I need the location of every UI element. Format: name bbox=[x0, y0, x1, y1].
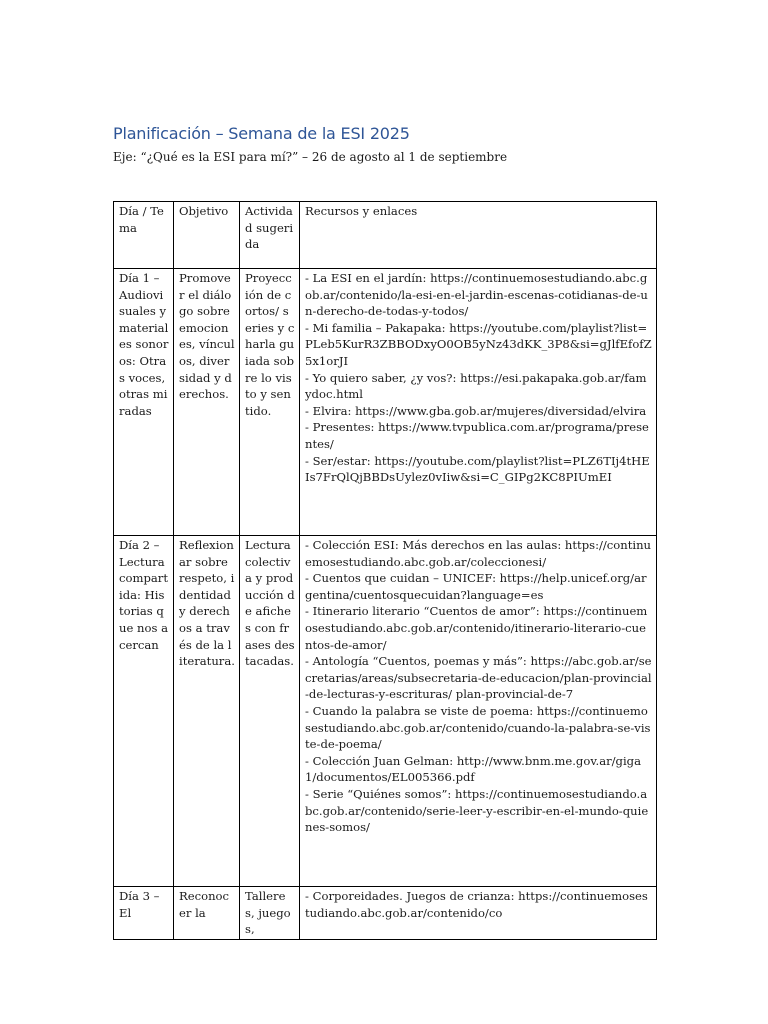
cell-objetivo: Reflexionar sobre respeto, identidad y derechos a través de la literatura. bbox=[174, 536, 240, 887]
resource-link[interactable]: - Elvira: https://www.gba.gob.ar/mujeres/diversidad/elvira bbox=[305, 403, 647, 418]
table-row bbox=[114, 887, 657, 940]
header-objetivo: Objetivo bbox=[174, 202, 240, 269]
cell-objetivo: Reconocer la bbox=[174, 887, 240, 940]
cell-actividad: Lectura colectiva y producción de afiches con frases destacadas. bbox=[240, 536, 300, 887]
cell-dia: Día 3 – El bbox=[114, 887, 174, 940]
resource-link[interactable]: - Mi familia – Pakapaka: https://youtube.com/playlist?list=PLeb5KurR3ZBBODxyO0OB5yNz43dKK_3P8&si=gJlfEfofZ5x1orJI bbox=[305, 320, 652, 368]
cell-recursos bbox=[300, 269, 657, 536]
resource-link[interactable]: - Cuentos que cuidan – UNICEF: https://help.unicef.org/argentina/cuentosquecuidan?language=es bbox=[305, 571, 647, 602]
resource-link[interactable]: - Colección Juan Gelman: http://www.bnm.me.gov.ar/giga1/documentos/EL005366.pdf bbox=[305, 753, 642, 785]
resource-link[interactable]: - Itinerario literario “Cuentos de amor”: https://continuemosestudiando.abc.gob.ar/contenido/itinerario-literario-cuentos-de-amor/ bbox=[305, 604, 648, 652]
cell-objetivo: Promover el diálogo sobre emociones, vínculos, diversidad y derechos. bbox=[174, 269, 240, 536]
header-recursos: Recursos y enlaces bbox=[300, 202, 657, 269]
resource-link[interactable]: - Antología “Cuentos, poemas y más”: https://abc.gob.ar/secretarias/areas/subsecretaria-de-educacion/plan-provincial-de-lecturas-y-escrituras/ plan-provincial-de-7 bbox=[305, 654, 652, 702]
table-row bbox=[114, 269, 657, 536]
page-subtitle: Eje: “¿Qué es la ESI para mí?” – 26 de agosto al 1 de septiembre bbox=[113, 150, 508, 164]
page-title: Planificación – Semana de la ESI 2025 bbox=[113, 124, 410, 143]
header-dia-tema: Día / Tema bbox=[114, 202, 174, 269]
planning-table bbox=[113, 201, 657, 940]
resource-link[interactable]: - Corporeidades. Juegos de crianza: https://continuemosestudiando.abc.gob.ar/contenido/co bbox=[305, 889, 648, 920]
header-actividad: Actividad sugerida bbox=[240, 202, 300, 269]
cell-actividad: Talleres, juegos, bbox=[240, 887, 300, 940]
resource-link[interactable]: - Presentes: https://www.tvpublica.com.ar/programa/presentes/ bbox=[305, 420, 649, 451]
cell-recursos bbox=[300, 887, 657, 940]
table-header-row bbox=[114, 202, 657, 269]
cell-dia: Día 2 – Lectura compartida: Historias que nos acercan bbox=[114, 536, 174, 887]
resource-link[interactable]: - Ser/estar: https://youtube.com/playlist?list=PLZ6TIj4tHEIs7FrQlQjBBDsUylez0vIiw&si=C_GIPg2KC8PIUmEI bbox=[305, 453, 650, 485]
resource-link[interactable]: - Colección ESI: Más derechos en las aulas: https://continuemosestudiando.abc.gob.ar/coleccionesi/ bbox=[305, 538, 652, 569]
cell-recursos bbox=[300, 536, 657, 887]
resource-link[interactable]: - Serie “Quiénes somos”: https://continuemosestudiando.abc.gob.ar/contenido/serie-leer-y-escribir-en-el-mundo-quienes-somos/ bbox=[305, 786, 649, 835]
cell-actividad: Proyección de cortos/ series y charla guiada sobre lo visto y sentido. bbox=[240, 269, 300, 536]
resource-link[interactable]: - Cuando la palabra se viste de poema: https://continuemosestudiando.abc.gob.ar/contenido/cuando-la-palabra-se-viste-de-poema/ bbox=[305, 703, 651, 752]
resource-link[interactable]: - Yo quiero saber, ¿y vos?: https://esi.pakapaka.gob.ar/famydoc.html bbox=[305, 370, 647, 402]
resource-link[interactable]: - La ESI en el jardín: https://continuemosestudiando.abc.gob.ar/contenido/la-esi-en-el-jardin-escenas-cotidianas-de-un-derecho-de-todas-y-todos/ bbox=[305, 271, 648, 319]
table-row bbox=[114, 536, 657, 887]
cell-dia: Día 1 – Audiovisuales y materiales sonoros: Otras voces, otras miradas bbox=[114, 269, 174, 536]
